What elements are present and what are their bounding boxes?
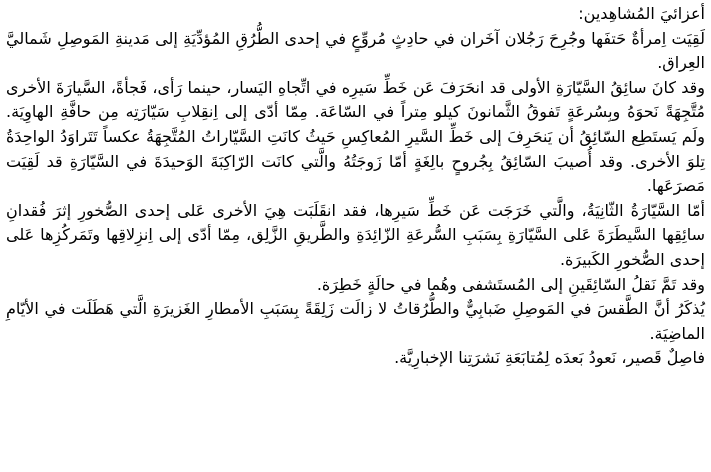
news-transcript xyxy=(6,2,705,371)
paragraph-1: لَقِيَت اِمرأةٌ حَتفَها وجُرِحَ رَجُلان آخَران في حادِثٍ مُروِّعٍ في إحدى الطُّرُقِ المُؤدِّيَةِ إلى مَدينةِ المَوصِلِ شَماليَّ العِراق. xyxy=(6,28,705,73)
paragraph-4: وقد تَمَّ نَقلُ السّائِقَينِ إلى المُستَشفى وهُما في حالَةٍ خَطِرَة. xyxy=(316,274,705,294)
paragraph-3: أمّا السَّيّارَةُ الثّانِيَةُ، والَّتي خَرَجَت عَن خَطِّ سَيرِها، فقد انقَلَبَت هِيَ الأخرى عَلى إحدى الصُّخورِ إثرَ فُقدانِ سائِقِها السَّيطَرَةَ عَلى السَّيّارَةِ بِسَبَبِ السُّرعَةِ الزّائِدَةِ والطَّريقِ الزَّلِق، مِمّا أدّى إلى اِنزِلاقِها وتَمَركُزِها عَلى إحدى الصُّخورِ الكَبيرَة. xyxy=(6,200,705,269)
greeting-line: أعزائيَ المُشاهِدين: xyxy=(578,4,705,23)
paragraph-2: وقد كانَ سائِقُ السَّيّارَةِ الأولى قد انحَرَفَ عَن خَطِّ سَيرِه في اتِّجاهِ اليَسار، حينما رَأى، فَجأةً، السَّيارَةَ الأخرى مُتَّجِهَةً نَحوَهُ وبِسُرعَةٍ تَفوقُ الثَّمانونَ كيلو مِتراً في السّاعَة. مِمّا أدّى إلى اِنقِلابِ سَيّارَتِه مِن حافَّةِ الهاوِيَة. ولَم يَستَطِع السّائِقُ أن يَنحَرِفَ إلى خَطِّ السَّيرِ المُعاكِسِ حَيثُ كانَتِ السَّيّاراتُ المُتَّجِهَةُ عكساً تَتَراوَدُ الواحِدَةُ تِلوَ الأخرى. وقد أُصيبَ السّائِقُ بِجُروحٍ بالِغَةٍ أمّا زَوجَتُهُ والَّتي كانَت الرّاكِبَةَ الوَحيدَةَ في السَّيّارَةِ قد لَقِيَت مَصرَعَها. xyxy=(6,77,705,196)
paragraph-5: يُذكَرُ أنَّ الطَّقسَ في المَوصِلِ ضَبابِيٌّ والطُّرُقاتُ لا زالَت زَلِقَةً بِسَبَبِ الأمطارِ الغَزيرَةِ الَّتي هَطَلَت في الأيّامِ الماضِيَة. xyxy=(6,299,705,343)
paragraph-6: فاصِلٌ قَصير، نَعودُ بَعدَه لِمُتابَعَةِ نَشرَتِنا الإخبارِيَّة. xyxy=(394,348,705,368)
